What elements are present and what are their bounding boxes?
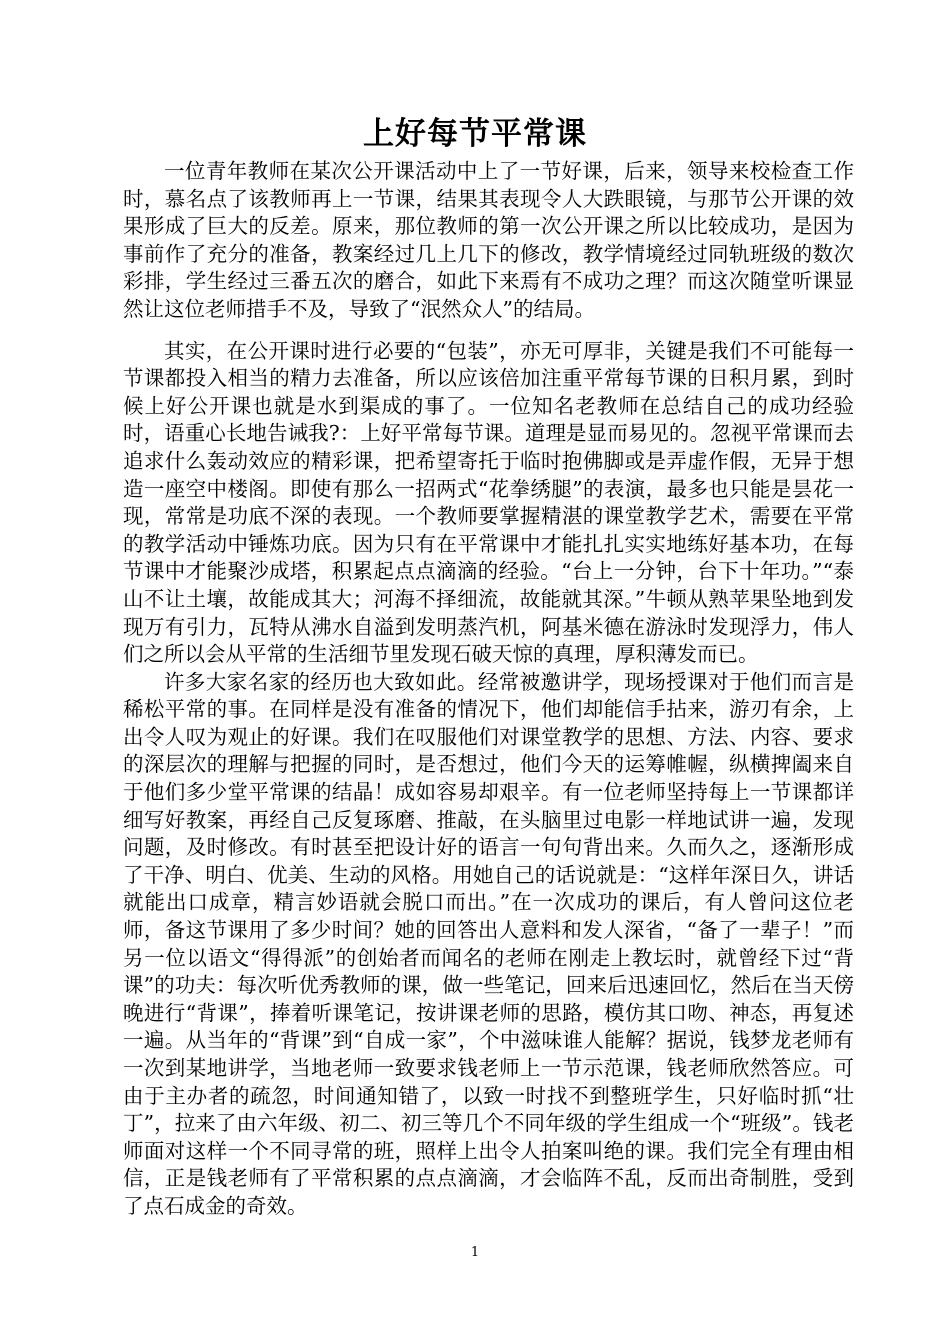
- page-number: 1: [470, 1245, 480, 1260]
- paragraph-2: 其实，在公开课时进行必要的“包装”，亦无可厚非，关键是我们不可能每一节课都投入相当的精力去准备，所以应该倍加注重平常每节课的日积月累，到时候上好公开课也就是水到渠成的事了。一位知名老教师在总结自己的成功经验时，语重心长地告诫我?：上好平常每节课。道理是显而易见的。忽视平常课而去追求什么轰动效应的精彩课，把希望寄托于临时抱佛脚或是弄虚作假，无异于想造一座空中楼阁。即使有那么一招两式“花拳绣腿”的表演，最多也只能是昙花一现，常常是功底不深的表现。一个教师要掌握精湛的课堂教学艺术，需要在平常的教学活动中锤炼功底。因为只有在平常课中才能扎扎实实地练好基本功，在每节课中才能聚沙成塔，积累起点点滴滴的经验。“台上一分钟，台下十年功。”“泰山不让土壤，故能成其大；河海不择细流，故能就其深。”牛顿从熟苹果坠地到发现万有引力，瓦特从沸水自溢到发明蒸汽机，阿基米德在游泳时发现浮力，伟人们之所以会从平常的生活细节里发现石破天惊的真理，厚积薄发而已。: [123, 338, 854, 667]
- document-title: 上好每节平常课: [363, 116, 587, 152]
- paragraph-3: 许多大家名家的经历也大致如此。经常被邀讲学，现场授课对于他们而言是稀松平常的事。在同样是没有准备的情况下，他们却能信手拈来，游刃有余，上出令人叹为观止的好课。我们在叹服他们对课堂教学的思想、方法、内容、要求的深层次的理解与把握的同时，是否想过，他们今天的运筹帷幄，纵横捭阖来自于他们多少堂平常课的结晶！成如容易却艰辛。有一位老师坚持每上一节课都详细写好教案，再经自己反复琢磨、推敲，在头脑里过电影一样地试讲一遍，发现问题，及时修改。有时甚至把设计好的语言一句句背出来。久而久之，逐渐形成了干净、明白、优美、生动的风格。用她自己的话说就是：“这样年深日久，讲话就能出口成章，精言妙语就会脱口而出。”在一次成功的课后，有人曾问这位老师，备这节课用了多少时间？她的回答出人意料和发人深省，“备了一辈子！”而另一位以语文“得得派”的创始者而闻名的老师在刚走上教坛时，就曾经下过“背课”的功夫：每次听优秀教师的课，做一些笔记，回来后迅速回忆，然后在当天傍晚进行“背课”，捧着听课笔记，按讲课老师的思路，模仿其口吻、神态，再复述一遍。从当年的“背课”到“自成一家”，个中滋味谁人能解？据说，钱梦龙老师有一次到某地讲学，当地老师一致要求钱老师上一节示范课，钱老师欣然答应。可由于主办者的疏忽，时间通知错了，以致一时找不到整班学生，只好临时抓“壮丁”，拉来了由六年级、初二、初三等几个不同年级的学生组成一个“班级”。钱老师面对这样一个不同寻常的班，照样上出令人拍案叫绝的课。我们完全有理由相信，正是钱老师有了平常积累的点点滴滴，才会临阵不乱，反而出奇制胜，受到了点石成金的奇效。: [123, 669, 854, 1218]
- document-body: [123, 158, 854, 1221]
- paragraph-1: 一位青年教师在某次公开课活动中上了一节好课，后来，领导来校检查工作时，慕名点了该教师再上一节课，结果其表现令人大跌眼镜，与那节公开课的效果形成了巨大的反差。原来，那位教师的第一次公开课之所以比较成功，是因为事前作了充分的准备，教案经过几上几下的修改，教学情境经过同轨班级的数次彩排，学生经过三番五次的磨合，如此下来焉有不成功之理？而这次随堂听课显然让这位老师措手不及，导致了“泯然众人”的结局。: [123, 159, 854, 321]
